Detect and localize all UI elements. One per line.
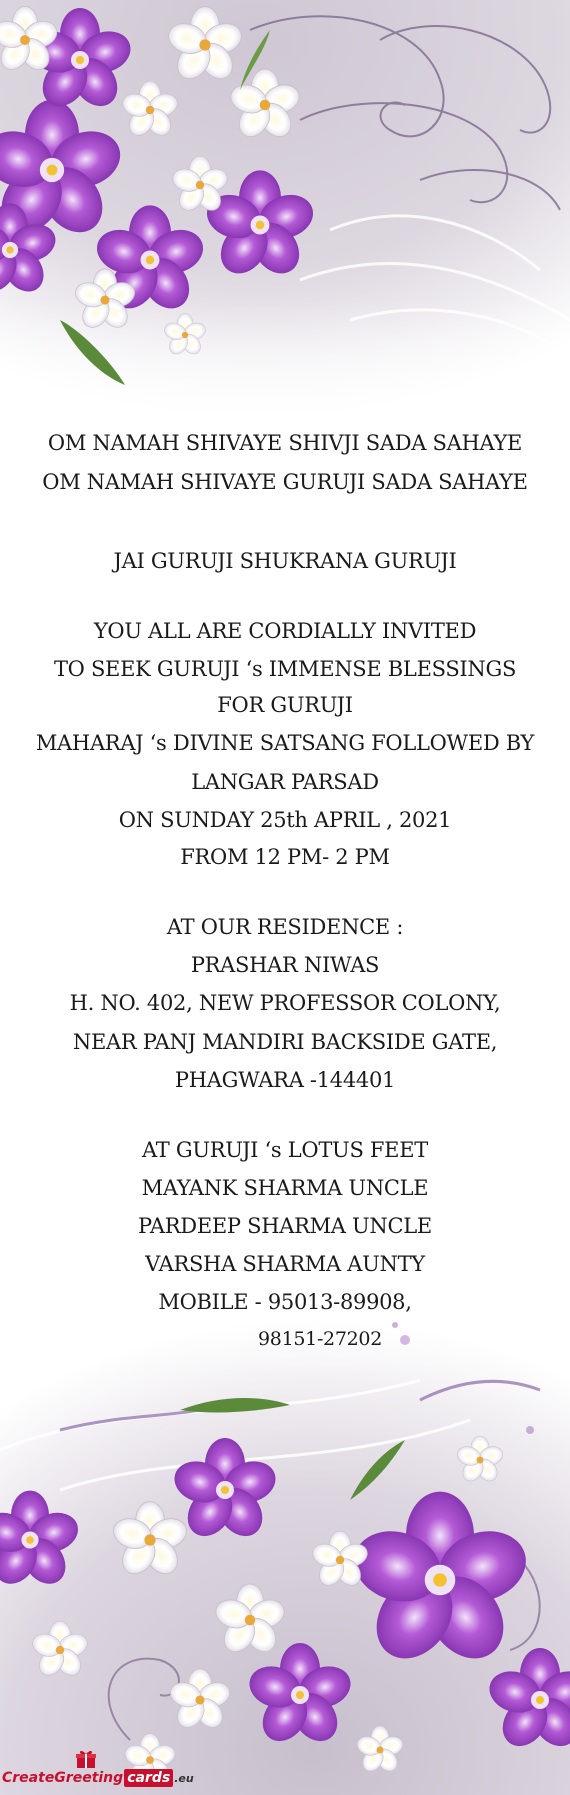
address-line-1: H. NO. 402, NEW PROFESSOR COLONY, <box>69 991 501 1015</box>
address-line-2: NEAR PANJ MANDIRI BACKSIDE GATE, <box>72 1030 498 1054</box>
mobile-line-2: 98151-27202 <box>258 1328 383 1350</box>
mobile-line-1: MOBILE - 95013-89908, <box>158 1290 412 1314</box>
watermark-text-3: .eu <box>174 1771 194 1785</box>
watermark-logo <box>2 1765 194 1791</box>
host-3: VARSHA SHARMA AUNTY <box>145 1252 425 1276</box>
address-line-3: PHAGWARA -144401 <box>174 1068 396 1092</box>
watermark-text-1: CreateGreeting <box>2 1770 124 1786</box>
host-2: PARDEEP SHARMA UNCLE <box>138 1214 432 1238</box>
venue-heading: AT OUR RESIDENCE : <box>166 915 404 939</box>
venue-name: PRASHAR NIWAS <box>190 953 380 977</box>
invite-line-1: YOU ALL ARE CORDIALLY INVITED <box>93 619 477 643</box>
gift-icon <box>74 1749 98 1769</box>
invite-line-3: FOR GURUJI <box>217 693 353 717</box>
event-time: FROM 12 PM- 2 PM <box>180 845 390 869</box>
invocation-line-2: OM NAMAH SHIVAYE GURUJI SADA SAHAYE <box>42 470 528 494</box>
hosts-heading: AT GURUJI ‘s LOTUS FEET <box>142 1138 428 1162</box>
invite-line-5: LANGAR PARSAD <box>191 770 379 794</box>
invocation-line-1: OM NAMAH SHIVAYE SHIVJI SADA SAHAYE <box>47 431 523 455</box>
event-date: ON SUNDAY 25th APRIL , 2021 <box>118 808 452 832</box>
invite-line-4: MAHARAJ ‘s DIVINE SATSANG FOLLOWED BY <box>35 731 535 755</box>
watermark-text-2: cards <box>124 1769 173 1787</box>
gratitude-line: JAI GURUJI SHUKRANA GURUJI <box>113 549 457 573</box>
host-1: MAYANK SHARMA UNCLE <box>141 1176 429 1200</box>
invite-line-2: TO SEEK GURUJI ‘s IMMENSE BLESSINGS <box>53 657 517 681</box>
